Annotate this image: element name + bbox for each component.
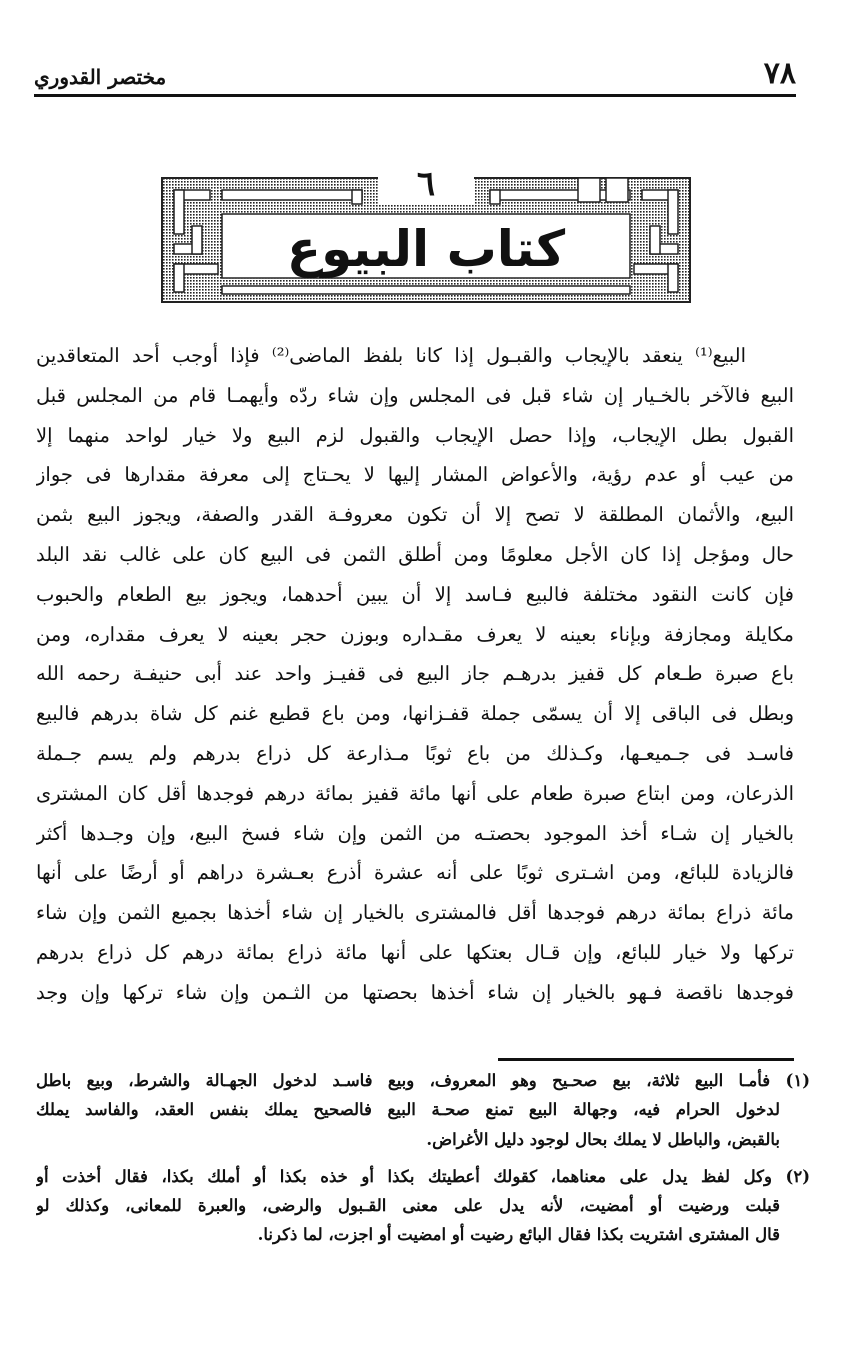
main-text [36,336,794,1052]
page-number: ٧٨ [763,56,796,91]
chapter-number: ٦ [416,164,436,204]
running-header [34,58,796,97]
text-line: مكايلة ومجازفة وبإناء بعينه لا يعرف مقـداره وبوزن حجر بعينه لا يعرف مقداره، ومن [36,622,794,646]
text-line: فالزيادة للبائع، ومن اشـترى ثوبًا على أنه عشرة أذرع بعـشرة دراهم أو أرضًا على أنها [36,861,794,885]
text-line: فاسـد فى جـميعـها، وكـذلك من باع ثوبًا مـذارعة كل ذراع بدرهم ولم يسم جـملة [36,741,794,765]
text-line: فوجدها ناقصة فـهو بالخيار إن شاء أخذها بحصتها من الثـمن وإن شاء تركها وإن وجد [36,980,794,1004]
text-line: باع صبرة طـعام كل قفيز بدرهـم جاز البيع فى قفيـز واحد عند أبى حنيفـة رحمه الله [36,662,794,686]
text-line: القبول بطل الإيجاب، وإذا حصل الإيجاب والقبول لزم البيع ولا خيار لواحد منهما إلا [36,423,794,447]
footnote-line: بالقبض، والباطل لا يملك بحال لوجود دليل الأغراض. [426,1129,780,1149]
chapter-title: كتاب البيوع [286,220,566,278]
footnote-line: (٢) وكل لفظ يدل على معناهما، كقولك أعطيتك بكذا أو خذه بكذا أو أملك بكذا، فقال أخذت أو [36,1166,810,1186]
text-line: الذرعان، ومن ابتاع صبرة طعام على أنها مائة قفيز بمائة درهم فوجدها أقل كان المشترى [36,781,794,805]
text-line: البيع فالآخر بالخـيار إن شاء قبل فى المجلس وإن شاء ردّه وأيهمـا قام من المجلس قبل [36,383,794,407]
text-line: من عيب أو عدم رؤية، والأعواض المشار إليها لا يحـتاج إلى معرفة مقدارها فى جواز [36,463,794,487]
text-line: بالخيار إن شـاء أخذ الموجود بحصتـه من الثمن وإن شاء فسخ البيع، وإن وجـدها أكثر [36,821,794,845]
chapter-ornament [160,166,692,306]
text-line: تركها ولا خيار للبائع، وإن قـال بعتكها على أنها مائة ذراع بمائة درهم كل ذراع بدرهم [36,940,794,964]
footnotes [36,1066,810,1250]
text-line: البيع⁽¹⁾ ينعقد بالإيجاب والقبـول إذا كانا بلفظ الماضى⁽²⁾ فإذا أوجب أحد المتعاقدين [36,344,746,367]
footnote-divider [498,1058,794,1061]
text-line: حال ومؤجل إذا كان الأجل معلومًا ومن أطلق الثمن فى البيع كان على غالب نقد البلد [36,542,794,566]
text-line: وبطل فى الباقى إلا أن يسمّى جملة قفـزانها، ومن باع قطيع غنم كل شاة بدرهم فالبيع [36,702,794,726]
footnote-line: قبلت ورضيت أو أمضيت، لأنه يدل على معنى القـبول والرضى، والعبرة للمعانى، وكذلك لو [36,1196,780,1216]
footnote-line: (١) فأمـا البيع ثلاثة، بيع صحـيح وهو المعروف، وبيع فاسـد لدخول الجهـالة والشرط، وبيع باطل [36,1071,810,1090]
text-line: مائة ذراع بمائة درهم فوجدها أقل فالمشترى بالخيار إن شاء أخذها بجميع الثمن وإن شاء [36,901,794,925]
book-title: مختصر القدوري [34,65,167,89]
text-line: البيع، والأثمان المطلقة لا تصح إلا أن تكون معروفـة القدر والصفة، ويجوز البيع بثمن [36,503,794,527]
footnote-line: قال المشترى اشتريت بكذا فقال البائع رضيت أو امضيت أو اجزت، لما ذكرنا. [257,1225,780,1245]
footnote-line: لدخول الحرام فيه، وجهالة البيع تمنع صحـة البيع فالصحيح يملك بنفس العقد، والفاسد يملك [36,1100,780,1120]
text-line: فإن كانت النقود مختلفة فالبيع فـاسد إلا أن يبين أحدهما، ويجوز بيع الطعام والحبوب [36,582,794,606]
